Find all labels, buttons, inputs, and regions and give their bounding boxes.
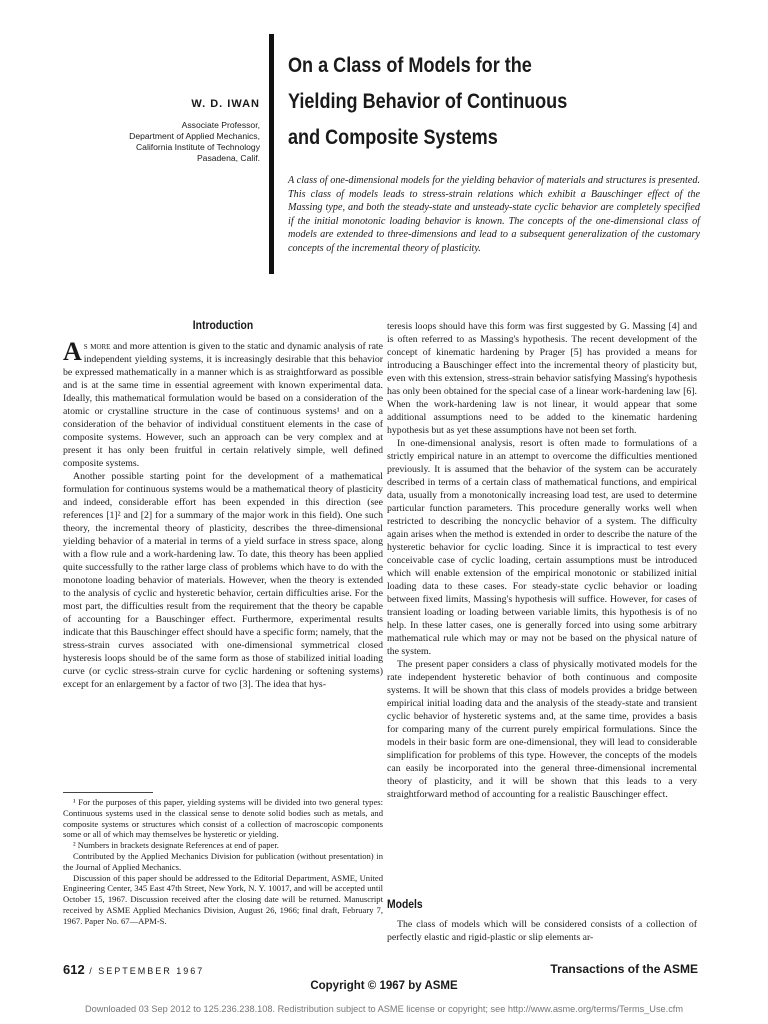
left-column <box>63 337 383 691</box>
author-block <box>100 98 260 164</box>
affiliation-line: California Institute of Technology <box>135 142 260 152</box>
right-paragraph-2: In one-dimensional analysis, resort is often made to formulations of a strictly empirical nature in an attempt to overcome the difficulties mentioned previously. It is assumed that the behavior of the system can be accurately described in terms of a certain class of mathematical functions, and empirical data, usually from a monotonically increasing load test, are used to determine particular function parameters. This procedure generally works well when restricted to describing the noncyclic behavior of a system. The difficulty again arises when the method is extended in order to describe the nature of the hysteretic behavior for cyclic loading. Since it is impractical to test every conceivable case of cyclic loading, certain assumptions must be introduced which will enable extension of the empirical monotonic or stabilized initial loading data to these cases. For steady-state cyclic behavior or loading between fixed limits, Massing's hypothesis will suffice. However, for cases of transient loading or loading between variable limits, this hypothesis is of no help. In these latter cases, one is generally forced into using some arbitrary mathematical rule which may or may not be based on the physical nature of the system. <box>387 438 697 657</box>
download-notice: Downloaded 03 Sep 2012 to 125.236.238.108. Redistribution subject to ASME license or copyright; see http://www.asme.org/terms/Terms_Use.cfm <box>84 1004 683 1014</box>
models-heading: Models <box>387 899 423 911</box>
footnote-rule <box>63 792 153 793</box>
discussion-note: Discussion of this paper should be addressed to the Editorial Department, ASME, United Engineering Center, 345 East 47th Street, New York, N. Y. 10017, and will be accepted until October 15, 1967. Discussion received after the closing date will be returned. Manuscript received by ASME Applied Mechanics Division, August 26, 1966; final draft, February 7, 1967. Paper No. 67—APM-S. <box>63 872 383 926</box>
abstract: A class of one-dimensional models for the yielding behavior of materials and structures is presented. This class of models leads to stress-strain relations which exhibit a Bauschinger effect of the Massing type, and both the steady-state and unsteady-state cyclic behavior are completely specified if the initial monotonic loading behavior is known. The concepts of the one-dimensional class of models are extended to three-dimensions and lead to a subsequent generalization of the customary concepts of the incremental theory of plasticity. <box>288 175 700 254</box>
intro-paragraph-1 <box>63 337 383 470</box>
smallcaps-lead: s more <box>83 341 111 352</box>
footnote-1: ¹ For the purposes of this paper, yielding systems will be divided into two general types: Continuous systems used in the classical sense to denote solid bodies such as metals, and composite systems or structures which consist of a collection of macroscopic components some or all of which may themselves be hysteretic or yielding. <box>63 797 383 840</box>
introduction-heading: Introduction <box>192 320 254 332</box>
title-rule <box>269 34 274 274</box>
page-footer-left <box>63 962 204 977</box>
contribution-note: Contributed by the Applied Mechanics Division for publication (without presentation) in the Journal of Applied Mechanics. <box>63 850 383 872</box>
models-paragraph-1: The class of models which will be considered consists of a collection of perfectly elastic and rigid-plastic or slip elements ar- <box>387 919 697 943</box>
title-line: Yielding Behavior of Continuous <box>288 90 568 113</box>
paper-title <box>288 48 666 156</box>
intro-paragraph-1-text: and more attention is given to the static and dynamic analysis of rate independent yielding systems, it is increasingly desirable that this behavior be expressed mathematically in a manner which is as straightforward as possible and is at the same time in essential agreement with known experimental data. Ideally, this mathematical formulation would be based on a consideration of the atomic or crystalline structure in the case of continuous systems¹ and on a consideration of the behavior of individual constituent elements in the case of composite systems. However, such an approach can be very complex and at present it has only been fruitful in certain relatively simple, well defined composite systems. <box>63 341 383 469</box>
author-affiliation <box>100 120 260 164</box>
affiliation-line: Pasadena, Calif. <box>196 153 260 163</box>
author-name: W. D. IWAN <box>191 98 260 110</box>
footnote-2: ² Numbers in brackets designate References at end of paper. <box>73 840 279 851</box>
footnotes <box>63 797 383 927</box>
title-line: On a Class of Models for the <box>288 54 532 77</box>
copyright-notice: Copyright © 1967 by ASME <box>310 980 458 992</box>
title-line: and Composite Systems <box>288 126 498 149</box>
affiliation-line: Associate Professor, <box>181 120 260 130</box>
affiliation-line: Department of Applied Mechanics, <box>129 131 260 141</box>
intro-paragraph-2: Another possible starting point for the development of a mathematical formulation for continuous systems would be a mathematical theory of plasticity and indeed, considerable effort has been expended in this direction (see references [1]² and [2] for a summary of the major work in this field). One such theory, the incremental theory of plasticity, describes the three-dimensional yielding behavior of a material in terms of a yield surface in stress space, along with a flow rule and a work-hardening law. To date, this theory has been applied quite successfully to the rather large class of problems which have to do with the monotone loading behavior of materials. However, when the theory is extended to the analysis of cyclic and hysteretic behavior, certain difficulties arise. For the most part, the difficulties result from the requirement that the theory be capable of accounting for a Bauschinger effect. Furthermore, experimental results indicate that this Bauschinger effect should have a specific form; namely, that the stress-strain curves associated with one-dimensional symmetrical closed hysteresis loops should be of the same form as those of stabilized initial loading curve (or cyclic stress-strain curve for cyclic hardening or softening systems) except for an enlargement by a factor of two [3]. The idea that hys- <box>63 471 383 690</box>
right-paragraph-1: teresis loops should have this form was first suggested by G. Massing [4] and is often referred to as Massing's hypothesis. The recent development of the concept of kinematic hardening by Prager [5] has provided a means for introducing a Bauschinger effect into the incremental theory of plasticity but, even with this extension, stress-strain behavior satisfying Massing's hypothesis has only been obtained for the special case of a linear work-hardening law [6]. When the work-hardening law is not linear, it would appear that some additional assumptions need to be added to the kinematic hardening hypothesis but as yet these assumptions have not been set forth. <box>387 321 697 436</box>
drop-cap: A <box>63 337 82 366</box>
right-column <box>387 320 697 801</box>
journal-name: Transactions of the ASME <box>550 962 698 976</box>
right-paragraph-3: The present paper considers a class of physically motivated models for the rate independent hysteretic behavior of both continuous and composite systems. It will be shown that this class of models provides a bridge between empirical initial loading data and the analysis of the steady-state and transient cyclic behavior of hysteretic systems and, at the same time, provides a basis for comparing many of the current purely empirical formulations. Since the models in their basic form are one-dimensional, they will lead to considerable simplification for problems of this type. However, the concepts of the models can easily be incorporated into the general three-dimensional incremental theory of plasticity, and it will be shown that this leads to a very straightforward method of accounting for a realistic Bauschinger effect. <box>387 659 697 800</box>
issue-date: / SEPTEMBER 1967 <box>84 966 205 976</box>
models-section <box>387 918 697 944</box>
page-number: 612 <box>63 962 85 977</box>
